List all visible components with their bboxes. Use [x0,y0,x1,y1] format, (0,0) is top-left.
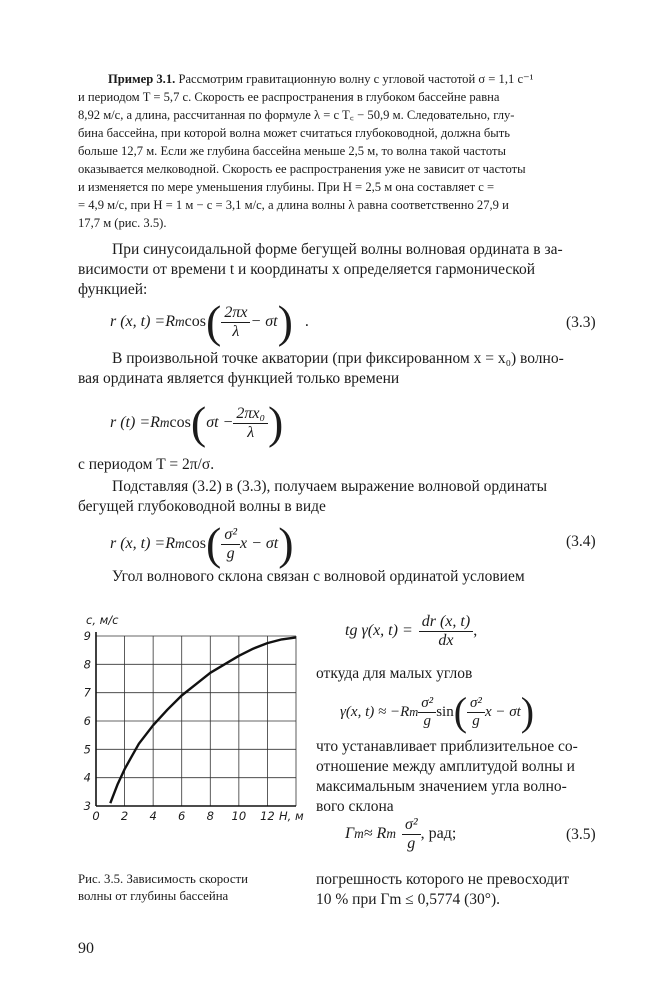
example-line: = 4,9 м/с, при H = 1 м − c = 3,1 м/с, а длина волны λ равна соответственно 27,9 и [78,198,509,212]
paragraph-5 [316,737,616,817]
equation-number-3-5: (3.5) [566,826,596,843]
y-tick-label: 9 [83,629,91,643]
y-tick-label: 3 [83,799,91,813]
text-line: вая ордината является функцией только времени [78,370,400,387]
period-line: с периодом T = 2π/σ. [78,456,215,473]
chart-grid [96,636,296,806]
y-tick-label: 5 [83,742,91,757]
series-line [110,637,296,803]
x-tick-label: 8 [206,809,214,823]
text-line: бегущей глубоководной волны в виде [78,498,326,515]
text-line: висимости от времени t и координаты x определяется гармонической [78,261,536,278]
chart-series [110,637,296,803]
paragraph-4: Угол волнового склона связан с волновой ординатой условием [112,568,525,585]
text-line: что устанавливает приблизительное со- [316,738,578,755]
equation-3-3: r (x, t) = R m cos ( $\frac{2\pi x}{\lambda}$ − σt ) . [110,296,309,347]
example-line: бина бассейна, при которой волна может считаться глубоководной, должна быть [78,126,510,140]
y-tick-label: 8 [83,657,91,672]
equation-gamma: γ(x, t) ≈ −R m $\frac{\text{σ²}}{g}$ sin ( $\frac{\text{σ²}}{g}$ x − σt ) [340,689,535,734]
equation-r-t: r (t) = R m cos ( σt − $\frac{\text{2πx₀}}{\lambda}$ ) [110,397,284,448]
example-line: и периодом T = 5,7 с. Скорость ее распространения в глубоком бассейне равна [78,90,500,104]
example-line: оказывается мелководной. Скорость ее распространения уже не зависит от частоты [78,162,526,176]
y-tick-label: 7 [83,685,91,700]
text-line: погрешность которого не превосходит [316,871,570,888]
figure-caption [78,871,303,905]
example-line: 8,92 м/с, а длина, рассчитанная по формуле λ = c T꜀ − 50,9 м. Следовательно, глу- [78,108,515,122]
example-line: 17,7 м (рис. 3.5). [78,216,167,230]
x-tick-label: 6 [178,809,186,823]
equation-3-5: Γ m ≈ R m $\frac{\text{σ²}}{g}$ , рад; [345,815,457,852]
chart-ticks [84,629,275,823]
equation-3-4: r (x, t) = R m cos ( $\frac{\text{σ²}}{g}$ x − σt ) [110,518,294,569]
x-tick-label: 10 [231,809,247,823]
y-tick-label: 6 [83,714,91,728]
paragraph-3 [78,477,608,517]
chart-y-label: c, м/с [86,613,119,627]
caption-line: Рис. 3.5. Зависимость скорости [78,872,248,886]
text-line: вого склона [316,798,394,815]
small-angles-line: откуда для малых углов [316,665,473,682]
paragraph-1 [78,240,608,300]
chart-x-label: H, м [279,809,304,823]
equation-number-3-4: (3.4) [566,533,596,550]
text-line: При синусоидальной форме бегущей волны волновая ордината в за- [112,241,563,258]
paragraph-6 [316,870,616,910]
chart-axes [96,632,296,806]
example-line: Пример 3.1. Рассмотрим гравитационную волну с угловой частотой σ = 1,1 с⁻¹ [108,72,534,86]
x-tick-label: 4 [149,809,157,823]
equation-number-3-3: (3.3) [566,314,596,331]
example-block [78,70,608,232]
example-line: больше 12,7 м. Если же глубина бассейна меньше 2,5 м, то волна такой частоты [78,144,506,158]
example-title: Пример 3.1. [108,72,176,86]
text-line: отношение между амплитудой волны и [316,758,575,775]
equation-tg-gamma: tg γ(x, t) = $\frac{dr (x, t)}{dx}$ , [345,612,478,649]
text-line: максимальным значением угла волно- [316,778,567,795]
depth-speed-chart [78,608,308,834]
text-line: В произвольной точке акватории (при фиксированном x = x₀) волно- [112,350,564,367]
paragraph-2 [78,349,608,389]
y-tick-label: 4 [83,770,91,785]
page-number: 90 [78,940,94,957]
text-line: 10 % при Γm ≤ 0,5774 (30°). [316,891,501,908]
text-line: функцией: [78,281,148,298]
x-tick-label: 2 [120,809,129,823]
x-tick-label: 12 [260,809,275,823]
caption-line: волны от глубины бассейна [78,889,229,903]
example-line: и изменяется по мере уменьшения глубины. При H = 2,5 м она составляет c = [78,180,495,194]
text-line: Подставляя (3.2) в (3.3), получаем выражение волновой ординаты [112,478,548,495]
x-tick-label: 0 [92,809,100,823]
